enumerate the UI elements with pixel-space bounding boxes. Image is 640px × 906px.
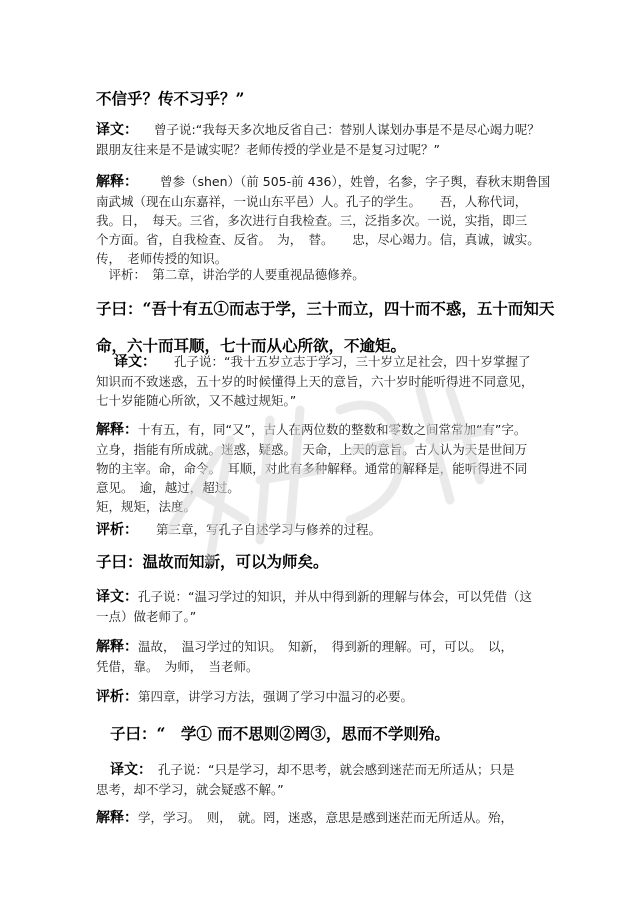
text-line: 跟朋友往来是不是诚实呢？老师传授的学业是不是复习过呢？”	[96, 142, 440, 157]
analysis-label: 评析：	[96, 522, 131, 538]
text-line: 一点）做老师了。”	[96, 609, 197, 624]
text-line: 曾子说:“我每天多次地反省自己：替别人谋划办事是不是尽心竭力呢？	[154, 122, 540, 137]
text-line: 曾参（shen）（前 505-前 436），姓曾，名参，字子舆，春秋末期鲁国	[160, 174, 551, 189]
text-line: 七十岁能随心所欲，又不越过规矩。”	[96, 393, 297, 408]
text-line: 传， 老师传授的知识。	[96, 251, 228, 266]
translation-label: 译文：	[114, 354, 156, 370]
quote-line: 命，六十而耳顺，七十而从心所欲，不逾矩。	[96, 336, 407, 355]
text-line: 矩，规矩，法度。	[96, 499, 197, 514]
text-line: 孔子说：“只是学习，却不思考，就会感到迷茫而无所适从；只是	[158, 762, 515, 777]
analysis-label: 评析：	[96, 689, 138, 705]
translation-ch3	[96, 352, 546, 410]
quote-xueer-end	[96, 87, 546, 109]
text-line: 第四章，讲学习方法，强调了学习中温习的必要。	[138, 689, 414, 704]
text-line: 南武城（现在山东嘉祥，一说山东平邑）人。孔子的学生。 吾，人称代词，	[96, 194, 528, 209]
text-line: 知识而不致迷惑，五十岁的时候懂得上天的意旨，六十岁时能听得进不同意见，	[96, 374, 534, 389]
quote-line: 子曰：温故而知新，可以为师矣。	[96, 552, 329, 571]
text-line: 孔子说：“我十五岁立志于学习，三十岁立足社会，四十岁掌握了	[174, 354, 531, 369]
text-line: 物的主宰。命，命令。 耳顺，对此有多种解释。通常的解释是，能听得进不同	[96, 461, 528, 476]
text-line: 孔子说：“温习学过的知识，并从中得到新的理解与体会，可以凭借（这	[138, 589, 532, 604]
explanation-label: 解释：	[96, 174, 138, 190]
text-line: 思考，却不学习，就会疑惑不解。”	[96, 782, 284, 797]
analysis-ch4	[96, 687, 546, 707]
quote-line: 子曰：“ 学① 而不思则②罔③，思而不学则殆。	[110, 724, 450, 743]
translation-label: 译文：	[110, 762, 152, 778]
text-line: 十有五，有，同“又”，古人在两位数的整数和零数之间常常加“有”字。	[138, 422, 527, 437]
explanation-ch4	[96, 637, 546, 676]
explanation-label: 解释：	[96, 810, 138, 826]
text-line: 学，学习。 则， 就。罔，迷惑，意思是感到迷茫而无所适从。殆，	[138, 810, 514, 825]
text-line: 个方面。省，自我检查、反省。 为， 替。 忠，尽心竭力。信，真诚，诚实。	[96, 232, 540, 247]
translation-label: 译文：	[96, 589, 138, 605]
text-line: 评析： 第二章，讲治学的人要重视品德修养。	[96, 267, 365, 282]
explanation-ch5	[96, 808, 546, 828]
explanation-label: 解释：	[96, 422, 138, 438]
translation-ch1	[96, 120, 546, 159]
analysis-ch3	[96, 520, 546, 540]
text-line: 立身，指能有所成就。迷惑，疑惑。 天命，上天的意旨。古人认为天是世间万	[96, 442, 528, 457]
quote-line: 不信乎？传不习乎？”	[96, 89, 245, 108]
quote-ch4	[96, 550, 546, 572]
quote-ch5	[110, 722, 560, 744]
explanation-ch3	[96, 420, 546, 516]
translation-label: 译文：	[96, 122, 138, 138]
translation-ch5	[96, 760, 546, 799]
text-line: 温故， 温习学过的知识。 知新， 得到新的理解。可，可以。 以，	[138, 639, 514, 654]
text-line: 意见。 逾，越过，超过。	[96, 480, 240, 495]
explanation-ch1	[96, 172, 551, 268]
text-line: 凭借，靠。 为师， 当老师。	[96, 659, 259, 674]
text-line: 第三章，写孔子自述学习与修养的过程。	[131, 522, 382, 537]
explanation-label: 解释：	[96, 639, 138, 655]
translation-ch4	[96, 587, 546, 626]
quote-line: 子曰：“吾十有五①而志于学，三十而立，四十而不惑，五十而知天	[96, 299, 555, 318]
analysis-ch2	[96, 265, 546, 284]
text-line: 我。日， 每天。三省，多次进行自我检查。三，泛指多次。一说，实指，即三	[96, 213, 528, 228]
